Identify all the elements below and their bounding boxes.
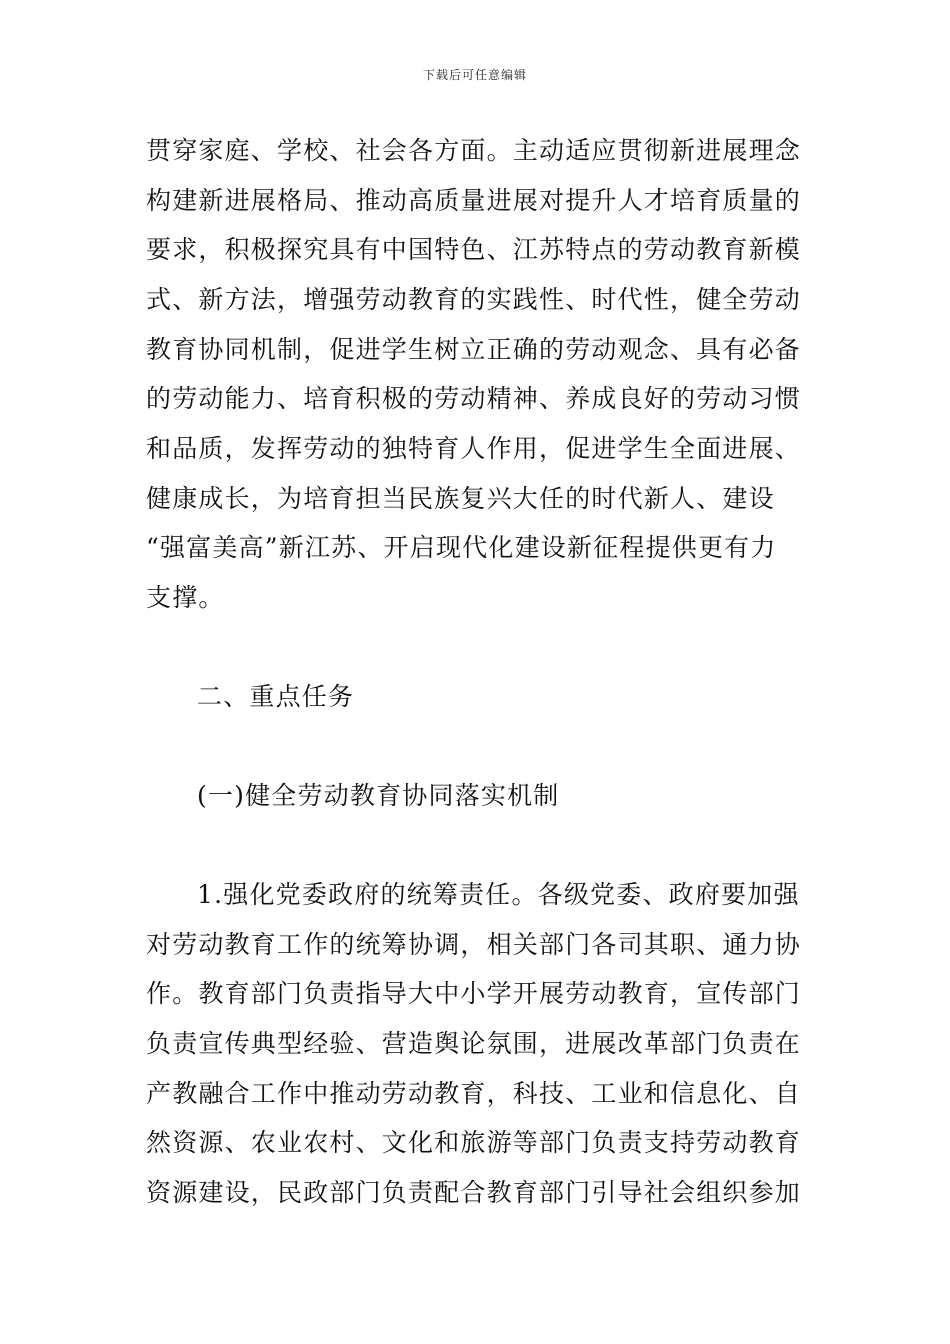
subsection-heading: (一)健全劳动教育协同落实机制 (197, 781, 560, 810)
paragraph-line: 要求，积极探究具有中国特色、江苏特点的劳动教育新模 (146, 235, 802, 264)
paragraph-line: 1.强化党委政府的统筹责任。各级党委、政府要加强 (197, 880, 800, 909)
paragraph-line: 负责宣传典型经验、营造舆论氛围，进展改革部门负责在 (146, 1029, 802, 1058)
section-heading: 二、重点任务 (197, 682, 355, 711)
paragraph-line: 教育协同机制，促进学生树立正确的劳动观念、具有必备 (146, 335, 802, 364)
paragraph-line: 对劳动教育工作的统筹协调，相关部门各司其职、通力协 (146, 930, 802, 959)
paragraph-line: 和品质，发挥劳动的独特育人作用，促进学生全面进展、 (146, 434, 802, 463)
paragraph-line: 构建新进展格局、推动高质量进展对提升人才培育质量的 (146, 186, 802, 215)
paragraph-line: 健康成长，为培育担当民族复兴大任的时代新人、建设 (146, 484, 775, 513)
paragraph-line: 支撑。 (146, 583, 225, 612)
paragraph-line: 资源建设，民政部门负责配合教育部门引导社会组织参加 (146, 1178, 802, 1207)
paragraph-line: 的劳动能力、培育积极的劳动精神、养成良好的劳动习惯 (146, 384, 802, 413)
paragraph-line: 然资源、农业农村、文化和旅游等部门负责支持劳动教育 (146, 1128, 802, 1157)
page-header: 下载后可任意编辑 (422, 68, 527, 82)
paragraph-line: 产教融合工作中推动劳动教育，科技、工业和信息化、自 (146, 1079, 802, 1108)
paragraph-line: 作。教育部门负责指导大中小学开展劳动教育，宣传部门 (146, 979, 802, 1008)
paragraph-line: “强富美高”新江苏、开启现代化建设新征程提供更有力 (146, 533, 777, 562)
paragraph-line: 式、新方法，增强劳动教育的实践性、时代性，健全劳动 (146, 285, 802, 314)
paragraph-line: 贯穿家庭、学校、社会各方面。主动适应贯彻新进展理念 (146, 136, 802, 165)
